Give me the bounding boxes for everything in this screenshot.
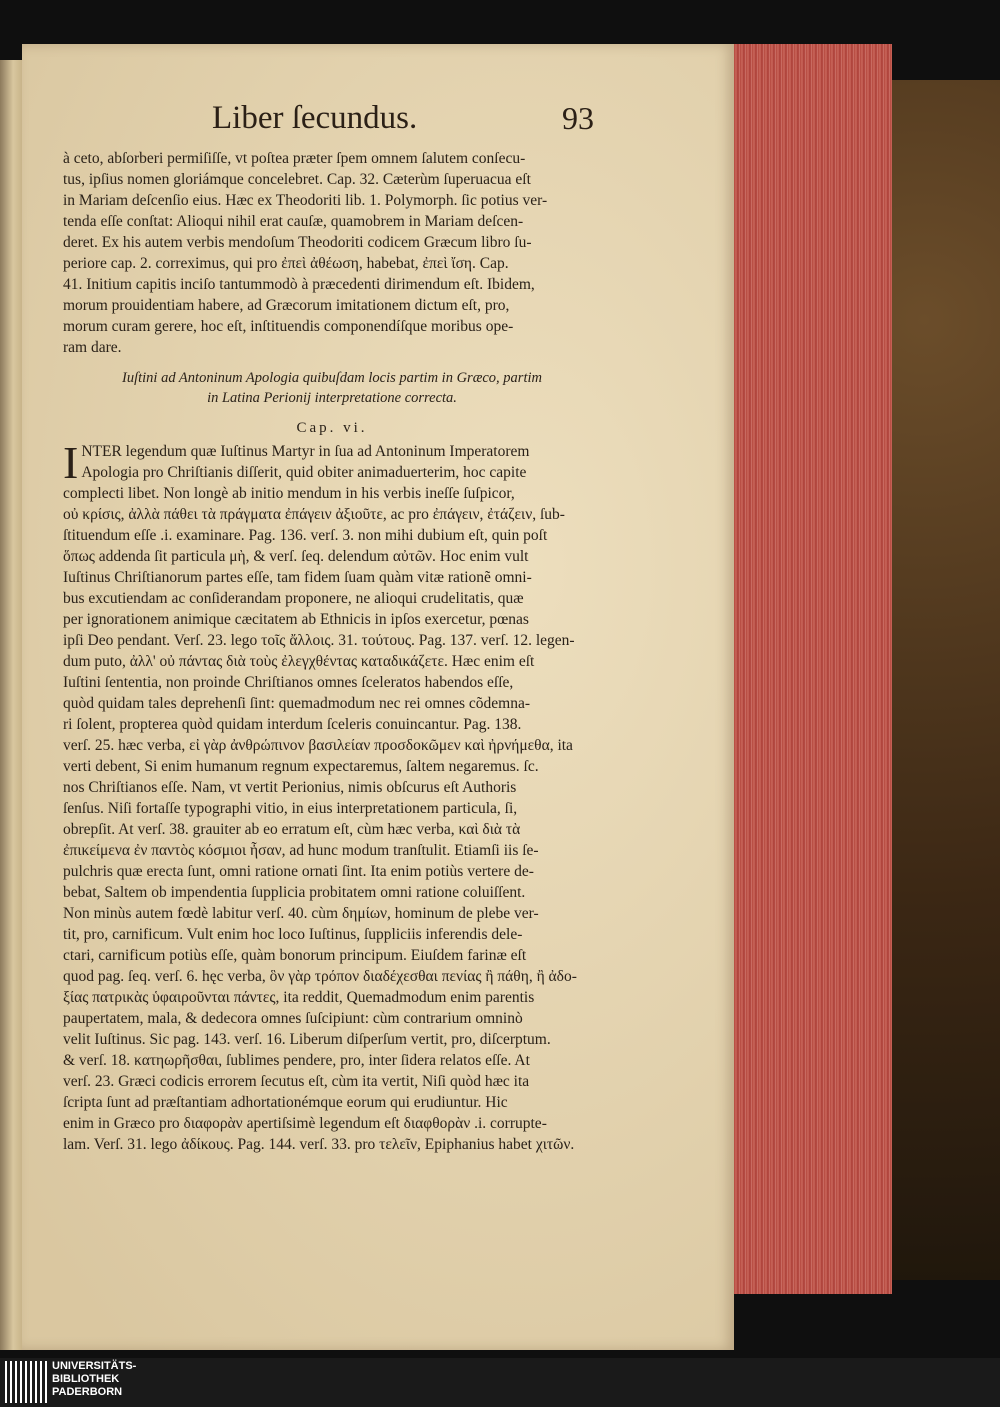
text-line: ὅπως addenda ſit particula μὴ, & verſ. ſeq. delendum αὐτῶν. Hoc enim vult (63, 548, 529, 565)
running-title: Liber ſecundus. (212, 100, 418, 136)
text-line: & verſ. 18. κατηωρῆσθαι, ſublimes pendere, pro, inter ſidera relatos eſſe. At (63, 1052, 530, 1069)
library-name (52, 1360, 136, 1399)
text-line: morum prouidentiam habere, ad Græcorum imitationem dictum eſt, pro, (63, 297, 510, 314)
text-line: quod pag. ſeq. verſ. 6. hęc verba, ὃν γὰρ τρόπον διαδέχεσθαι πενίας ἢ πάθη, ἢ ἀδο- (63, 968, 577, 985)
facing-page-edge (0, 60, 22, 1350)
text-line: Apologia pro Chriſtianis diſſerit, quid obiter animaduerterim, hoc capite (81, 464, 527, 481)
text-line: ipſi Deo pendant. Verſ. 23. lego τοῖς ἄλλοις. 31. τούτους. Pag. 137. verſ. 12. legen- (63, 632, 575, 649)
section-heading (63, 368, 601, 408)
text-line: lam. Verſ. 31. lego ἀδίκους. Pag. 144. verſ. 33. pro τελεῖν, Epiphanius habet χιτῶν. (63, 1136, 575, 1153)
text-line: periore cap. 2. correximus, qui pro ἐπεὶ ἀθέωση, habebat, ἐπεὶ ἴση. Cap. (63, 255, 509, 272)
library-name-line: BIBLIOTHEK (52, 1373, 120, 1385)
text-line: paupertatem, mala, & dedecora omnes ſuſcipiunt: cùm contrarium omninò (63, 1010, 523, 1027)
text-line: pulchris quæ erecta ſunt, omni ratione ornati ſint. Ita enim potiùs vertere de- (63, 863, 534, 880)
text-line: Iuſtinus Chriſtianorum partes eſſe, tam fidem ſuam quàm vitæ rationẽ omni- (63, 569, 532, 586)
text-line: ſtituendum eſſe .i. examinare. Pag. 136. verſ. 3. non mihi dubium eſt, quin poſt (63, 527, 548, 544)
library-name-line: UNIVERSITÄTS- (52, 1360, 137, 1372)
drop-initial: I (63, 437, 79, 488)
text-line: ξίας πατρικὰς ὑφαιροῦνται πάντες, ita reddit, Quemadmodum enim parentis (63, 989, 535, 1006)
text-line: tenda eſſe conſtat: Alioqui nihil erat cauſæ, quamobrem in Mariam deſcen- (63, 213, 524, 230)
opening-paragraph (63, 148, 601, 358)
text-line: complecti libet. Non longè ab initio mendum in his verbis ineſſe ſuſpicor, (63, 485, 515, 502)
text-line: à ceto, abſorberi permiſiſſe, vt poſtea præter ſpem omnem ſalutem conſecu- (63, 150, 526, 167)
page-number: 93 (562, 100, 594, 136)
text-line: ram dare. (63, 339, 122, 356)
heading-line: in Latina Perionij interpretatione correcta. (207, 390, 457, 406)
marbled-cover-board (892, 80, 1000, 1280)
text-line: Iuſtini ſententia, non proinde Chriſtianos omnes ſceleratos habendos eſſe, (63, 674, 514, 691)
text-line: per ignorationem animique cæcitatem ab Ethnicis in ipſos exercetur, pœnas (63, 611, 529, 628)
library-logo-icon (5, 1361, 47, 1403)
text-line: ſenſus. Niſi fortaſſe typographi vitio, in eius interpretationem particula, ſi, (63, 800, 518, 817)
text-line: verſ. 23. Græci codicis errorem ſecutus eſt, cùm ita vertit, Niſi quòd hæc ita (63, 1073, 530, 1090)
text-line: quòd quidam tales deprehenſi ſint: quemadmodum nec rei omnes cõdemna- (63, 695, 531, 712)
text-line: ſcripta ſunt ad præſtantiam adhortationémque eorum qui erudiuntur. Hic (63, 1094, 508, 1111)
text-line: velit Iuſtinus. Sic pag. 143. verſ. 16. Liberum diſperſum vertit, pro, diſcerptum. (63, 1031, 551, 1048)
text-line: verſ. 25. hæc verba, εἰ γὰρ ἀνθρώπινον βασιλείαν προσδοκῶμεν καὶ ἠρνήμεθα, ita (63, 737, 573, 754)
text-block (63, 148, 601, 1155)
text-line: ἐπικείμενα ἐν παντὸς κόσμιοι ἦσαν, ad hunc modum tranſtulit. Etiamſi iis ſe- (63, 842, 539, 859)
text-line: morum curam gerere, hoc eſt, inſtituendis componendíſque moribus ope- (63, 318, 514, 335)
text-line: bus excutiendam ac conſiderandam proponere, ne alioqui crudelitatis, quæ (63, 590, 524, 607)
text-line: ctari, carnificum potiùs eſſe, quàm bonorum principum. Eiuſdem farinæ eſt (63, 947, 527, 964)
text-line: dum puto, ἀλλ' οὐ πάντας διὰ τοὺς ἐλεγχθέντας καταδικάζετε. Hæc enim eſt (63, 653, 535, 670)
text-line: ri ſolent, propterea quòd quidam interdum ſceleris conuincantur. Pag. 138. (63, 716, 522, 733)
text-line: in Mariam deſcenſio eius. Hæc ex Theodoriti lib. 1. Polymorph. ſic potius ver- (63, 192, 548, 209)
text-line: οὐ κρίσις, ἀλλὰ πάθει τὰ πράγματα ἐπάγειν ἀξιοῦτε, ac pro ἐπάγειν, ἐτάζειν, ſub- (63, 506, 565, 523)
text-line: deret. Ex his autem verbis mendoſum Theodoriti codicem Græcum libro ſu- (63, 234, 532, 251)
book-page (22, 44, 734, 1350)
text-line: tus, ipſius nomen gloriámque concelebret. Cap. 32. Cæterùm ſuperuacua eſt (63, 171, 531, 188)
text-line: verti debent, Si enim humanum regnum expectaremus, ſaltem negaremus. ſc. (63, 758, 539, 775)
text-line: tit, pro, carnificum. Vult enim hoc loco Iuſtinus, ſuppliciis inferendis dele- (63, 926, 523, 943)
text-line: bebat, Saltem ob impendentia ſupplicia probitatem omni ratione coluiſſent. (63, 884, 526, 901)
heading-line: Iuſtini ad Antoninum Apologia quibuſdam locis partim in Græco, partim (122, 370, 542, 386)
text-line: nos Chriſtianos eſſe. Nam, vt vertit Perionius, nimis obſcurus eſt Authoris (63, 779, 517, 796)
text-line: enim in Græco pro διαφορὰν apertiſsimè legendum eſt διαφθορὰν .i. corrupte- (63, 1115, 547, 1132)
text-line: obrepſit. At verſ. 38. grauiter ab eo erratum eſt, cùm hæc verba, καὶ διὰ τὰ (63, 821, 521, 838)
footer-bar (0, 1358, 1000, 1407)
library-name-line: PADERBORN (52, 1386, 123, 1398)
text-line: NTER legendum quæ Iuſtinus Martyr in ſua ad Antoninum Imperatorem (81, 443, 530, 460)
page-header (212, 100, 632, 144)
text-line: 41. Initium capitis inciſo tantummodò à præcedenti dirimendum eſt. Ibidem, (63, 276, 535, 293)
page-fore-edge (734, 44, 892, 1294)
text-line: Non minùs autem fœdè labitur verſ. 40. cùm δημίων, hominum de plebe ver- (63, 905, 539, 922)
chapter-label: Cap. vi. (296, 420, 368, 436)
chapter-body (63, 437, 601, 1155)
